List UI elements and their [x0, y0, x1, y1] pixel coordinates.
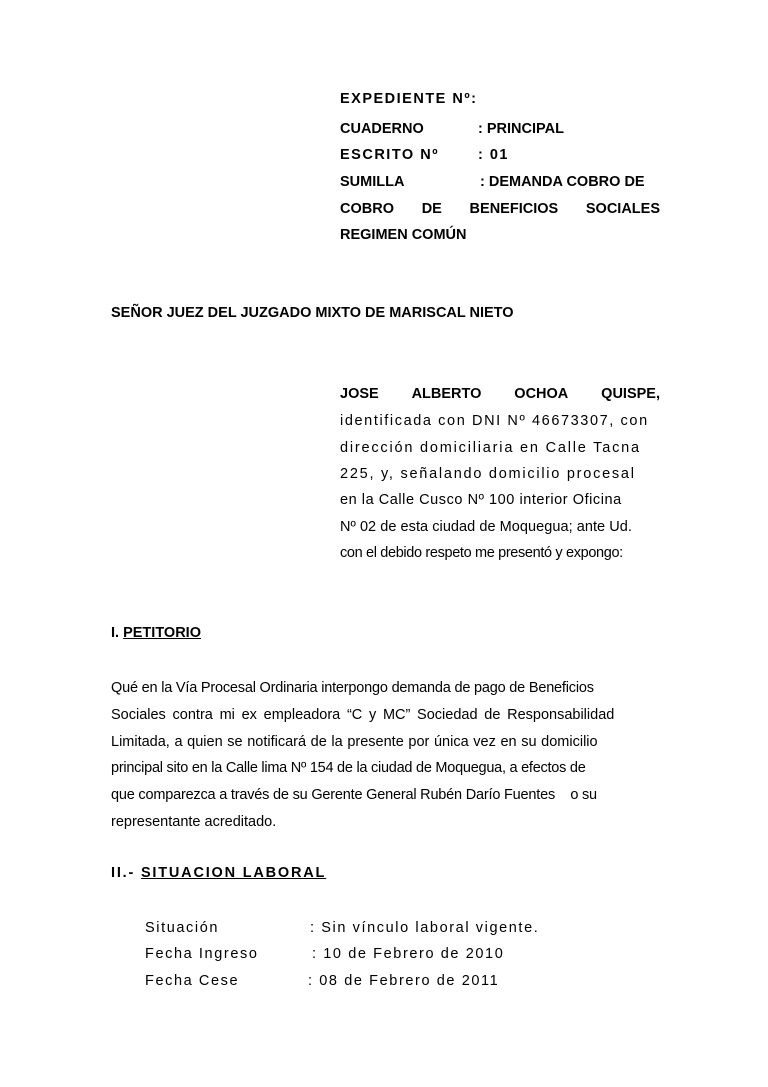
intro-line: identificada con DNI Nº 46673307, con — [340, 413, 649, 429]
section-title-text: SITUACION LABORAL — [140, 865, 327, 881]
cuaderno-value: : PRINCIPAL — [478, 121, 564, 137]
labor-value: : Sin vínculo laboral vigente. — [310, 920, 540, 936]
section-title-text: PETITORIO — [123, 625, 201, 641]
labor-value: : 10 de Febrero de 2010 — [312, 946, 505, 962]
escrito-label: ESCRITO Nº — [340, 147, 439, 163]
sumilla-word: SOCIALES — [585, 201, 660, 217]
escrito-value: : 01 — [478, 147, 509, 163]
sumilla-word: COBRO — [340, 201, 394, 217]
name-word: ALBERTO — [411, 386, 482, 402]
name-word: OCHOA — [514, 386, 569, 402]
intro-line: Nº 02 de esta ciudad de Moquegua; ante Ud. — [340, 519, 632, 535]
sumilla-label: SUMILLA — [340, 174, 405, 190]
paragraph-line: que comparezca a través de su Gerente General Rubén Darío Fuentes o su — [111, 787, 597, 803]
labor-label: Fecha Ingreso — [145, 946, 259, 962]
section-situacion-title — [111, 865, 326, 881]
section-prefix: I. — [111, 625, 124, 641]
labor-value: : 08 de Febrero de 2011 — [308, 973, 500, 989]
intro-line: dirección domiciliaria en Calle Tacna — [340, 440, 641, 456]
name-word: JOSE — [340, 386, 379, 402]
name-word: QUISPE, — [601, 386, 660, 402]
section-petitorio-title — [111, 625, 201, 641]
intro-line: en la Calle Cusco Nº 100 interior Oficina — [340, 492, 622, 508]
intro-line: 225, y, señalando domicilio procesal — [340, 466, 636, 482]
paragraph-line: Limitada, a quien se notificará de la presente por única vez en su domicilio — [111, 734, 598, 750]
labor-label: Situación — [145, 920, 220, 936]
section-prefix: II.- — [111, 865, 141, 881]
sumilla-line-3: REGIMEN COMÚN — [340, 227, 467, 243]
paragraph-line: principal sito en la Calle lima Nº 154 de la ciudad de Moquegua, a efectos de — [111, 760, 586, 776]
sumilla-line-2 — [340, 201, 660, 217]
labor-label: Fecha Cese — [145, 973, 240, 989]
addressee-heading: SEÑOR JUEZ DEL JUZGADO MIXTO DE MARISCAL NIETO — [111, 305, 514, 321]
paragraph-line: Qué en la Vía Procesal Ordinaria interpongo demanda de pago de Beneficios — [111, 680, 594, 696]
sumilla-value: : DEMANDA COBRO DE — [480, 174, 645, 190]
cuaderno-label: CUADERNO — [340, 121, 424, 137]
intro-line: con el debido respeto me presentó y expongo: — [340, 545, 623, 561]
paragraph-line: representante acreditado. — [111, 814, 277, 830]
paragraph-line: Sociales contra mi ex empleadora “C y MC” Sociedad de Responsabilidad — [111, 707, 615, 723]
expediente-label: EXPEDIENTE Nº: — [340, 91, 478, 107]
sumilla-word: BENEFICIOS — [469, 201, 559, 217]
plaintiff-name — [340, 386, 660, 402]
sumilla-word: DE — [421, 201, 442, 217]
